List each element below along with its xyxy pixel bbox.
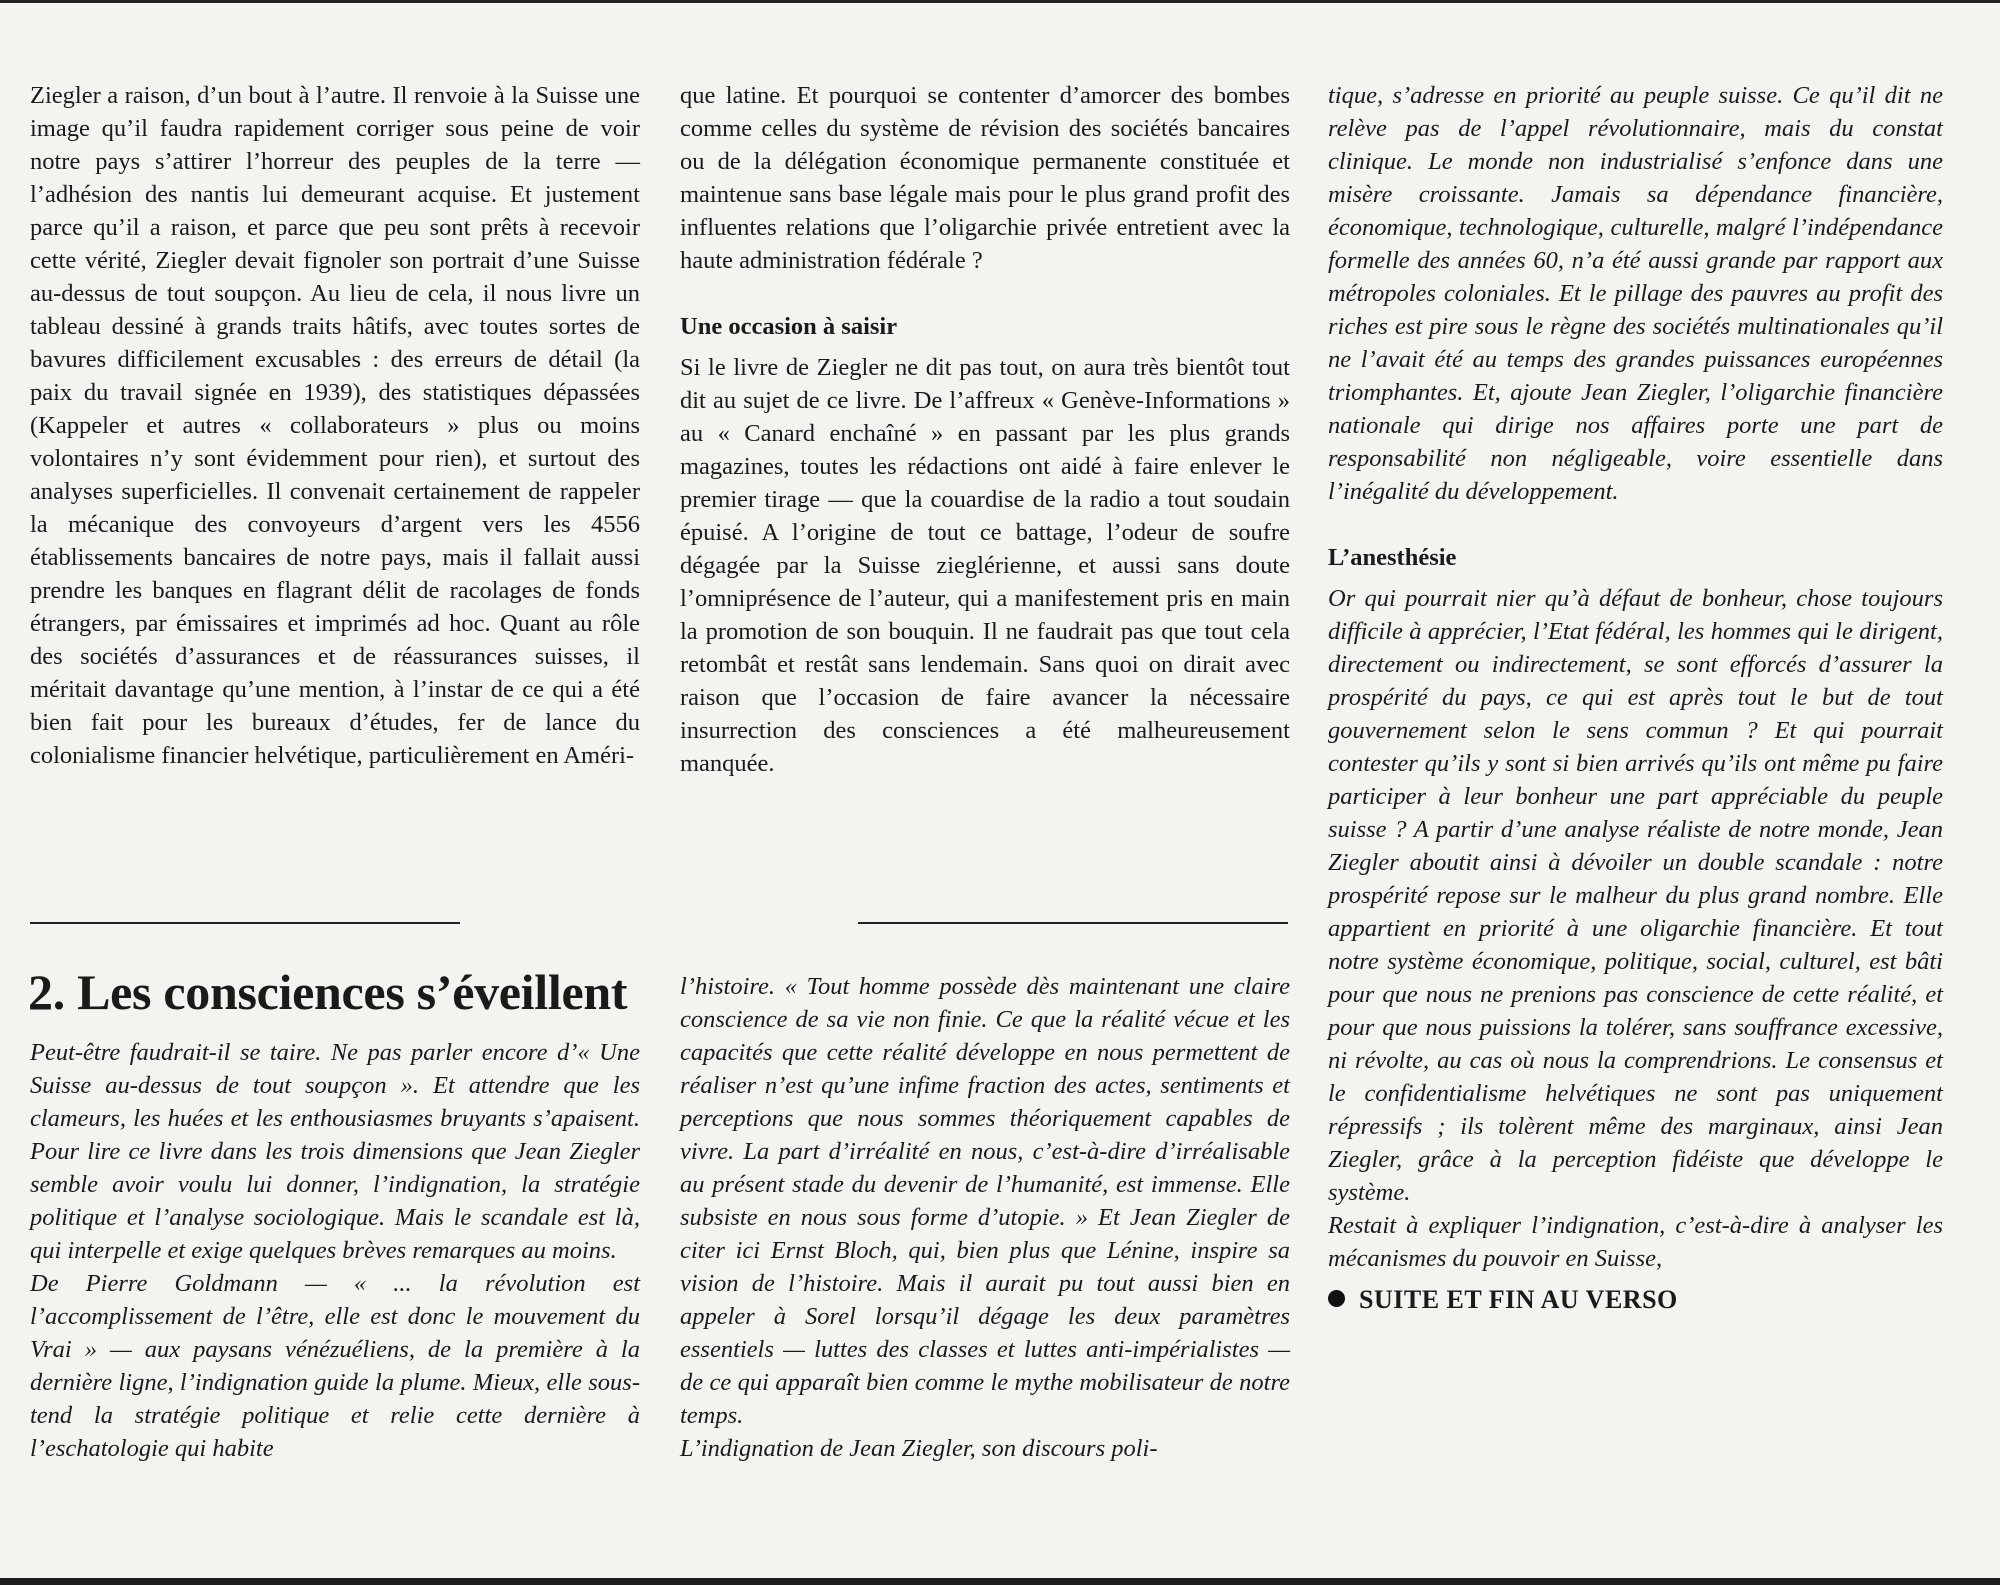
paragraph: Si le livre de Ziegler ne dit pas tout, on aura très bientôt tout dit au sujet de ce livre. De l’affreux « Genève-Informations » au « Canard enchaîné » en passant par les plus grands magazines, toutes les rédactions ont aidé à faire enlever le premier tirage — que la couardise de la radio a tout soudain épuisé. A l’origine de tout ce battage, l’odeur de soufre dégagée par la Suisse zieglérienne, et aussi sans doute l’omniprésence de l’auteur, qui a manifestement pris en main la promotion de son bouquin. Il ne faudrait pas que tout cela retombât et restât sans lendemain. Sans quoi on dirait avec raison que l’occasion de faire avancer la nécessaire insurrection des consciences a été malheureusement manquée. xyxy=(680,354,1290,777)
paragraph: que latine. Et pourquoi se contenter d’amorcer des bombes comme celles du système de révision des sociétés bancaires ou de la délégation économique permanente constituée et maintenue sans base légale mais pour le plus grand profit des influentes relations que l’oligarchie privée entretient avec la haute administration fédérale ? xyxy=(680,82,1290,274)
separator-rule xyxy=(858,922,1288,924)
paragraph: Peut-être faudrait-il se taire. Ne pas parler encore d’« Une Suisse au-dessus de tout soupçon ». Et attendre que les clameurs, les huées et les enthousiasmes bruyants s’apaisent. Pour lire ce livre dans les trois dimensions que Jean Ziegler semble avoir voulu lui donner, l’indignation, la stratégie politique et l’analyse sociologique. Mais le scandale est là, qui interpelle et exige quelques brèves remarques au moins. xyxy=(30,1039,640,1264)
paragraph: De Pierre Goldmann — « ... la révolution est l’accomplissement de l’être, elle est donc le mouvement du Vrai » — aux paysans vénézuéliens, de la première à la dernière ligne, l’indignation guide la plume. Mieux, elle sous-tend la stratégie politique et relie cette dernière à l’eschatologie qui habite xyxy=(30,1270,640,1462)
subhead-occasion: Une occasion à saisir xyxy=(680,313,898,340)
paragraph: Ziegler a raison, d’un bout à l’autre. Il renvoie à la Suisse une image qu’il faudra rapidement corriger sous peine de voir notre pays s’attirer l’horreur des peuples de la terre — l’adhésion des nantis lui demeurant acquise. Et justement parce qu’il a raison, et parce que peu sont prêts à recevoir cette vérité, Ziegler devait fignoler son portrait d’une Suisse au-dessus de tout soupçon. Au lieu de cela, il nous livre un tableau dessiné à grands traits hâtifs, avec toutes sortes de bavures difficilement excusables : des erreurs de détail (la paix du travail signée en 1939), des statistiques dépassées (Kappeler et autres « collaborateurs » plus ou moins volontaires n’y sont évidemment pour rien), et surtout des analyses superficielles. Il convenait certainement de rappeler la mécanique des convoyeurs d’argent vers les 4556 établissements bancaires de notre pays, mais il fallait aussi prendre les banques en flagrant délit de racolages de fonds étrangers, par émissaires et imprimés ad hoc. Quant au rôle des sociétés d’assurances et de réassurances suisses, il méritait davantage qu’une mention, à l’instar de ce qui a été bien fait pour les bureaux d’études, fer de lance du colonialisme financier helvétique, particulièrement en Améri- xyxy=(30,82,640,769)
paragraph: l’histoire. « Tout homme possède dès maintenant une claire conscience de sa vie non finie. Ce que la réalité vécue et les capacités que cette réalité développe en nous permettent de réaliser n’est qu’une infime fraction des actes, sentiments et perceptions que nous sommes théoriquement capables de vivre. La part d’irréalité en nous, c’est-à-dire d’irréalisable au présent stade du devenir de l’humanité, est immense. Elle subsiste en nous sous forme d’utopie. » Et Jean Ziegler de citer ici Ernst Bloch, qui, bien plus que Lénine, inspire sa vision de l’histoire. Mais il aurait pu tout aussi bien en appeler à Sorel lorsqu’il dégage les deux paramètres essentiels — luttes des classes et luttes anti-impérialistes — de ce qui apparaît bien comme le mythe mobilisateur de notre temps. xyxy=(680,973,1290,1429)
continued-notice xyxy=(1328,1283,1943,1316)
column-1-lower xyxy=(30,1036,640,1465)
subhead-anesthesie: L’anesthésie xyxy=(1328,544,1457,571)
separator-rule xyxy=(30,922,460,924)
column-3 xyxy=(1328,79,1943,1316)
column-1-upper xyxy=(30,79,640,772)
section-headline: 2. Les consciences s’éveillent xyxy=(28,964,628,1020)
top-rule xyxy=(0,0,2000,3)
paragraph: L’indignation de Jean Ziegler, son discours poli- xyxy=(680,1435,1158,1462)
paragraph: Or qui pourrait nier qu’à défaut de bonheur, chose toujours difficile à apprécier, l’Etat fédéral, les hommes qui le dirigent, directement ou indirectement, se sont efforcés d’assurer la prospérité du pays, ce qui est après tout le but de tout gouvernement selon le sens commun ? Et qui pourrait contester qu’ils y sont si bien arrivés qu’ils ont même pu faire participer à leur bonheur une part appréciable du peuple suisse ? A partir d’une analyse réaliste de notre monde, Jean Ziegler aboutit ainsi à dévoiler un double scandale : notre prospérité repose sur le malheur du plus grand nombre. Elle appartient en priorité à une oligarchie financière. Et tout notre système économique, politique, social, culturel, est bâti pour que nous ne prenions pas conscience de cette réalité, et pour que nous puissions la tolérer, sans souffrance excessive, ni révolte, au cas où nous la comprendrions. Le consensus et le confidentialisme helvétiques ne sont pas uniquement répressifs ; ils tolèrent même des marginaux, ainsi Jean Ziegler, grâce à la perception fidéiste que développe le système. xyxy=(1328,585,1943,1206)
continued-label: SUITE ET FIN AU VERSO xyxy=(1359,1285,1678,1314)
column-2-upper xyxy=(680,79,1290,780)
bullet-icon xyxy=(1328,1290,1345,1307)
paragraph: tique, s’adresse en priorité au peuple suisse. Ce qu’il dit ne relève pas de l’appel révolutionnaire, mais du constat clinique. Le monde non industrialisé s’enfonce dans une misère croissante. Jamais sa dépendance financière, économique, technologique, culturelle, malgré l’indépendance formelle des années 60, n’a été aussi grande par rapport aux métropoles coloniales. Et le pillage des pauvres au profit des riches est pire sous le règne des sociétés multinationales qu’il ne l’avait été au temps des grandes puissances européennes triomphantes. Et, ajoute Jean Ziegler, l’oligarchie financière nationale qui dirige nos affaires porte une part de responsabilité non négligeable, voire essentielle dans l’inégalité du développement. xyxy=(1328,82,1943,505)
column-2-lower xyxy=(680,970,1290,1465)
bottom-rule xyxy=(0,1578,2000,1585)
paragraph: Restait à expliquer l’indignation, c’est-à-dire à analyser les mécanismes du pouvoir en Suisse, xyxy=(1328,1212,1943,1272)
